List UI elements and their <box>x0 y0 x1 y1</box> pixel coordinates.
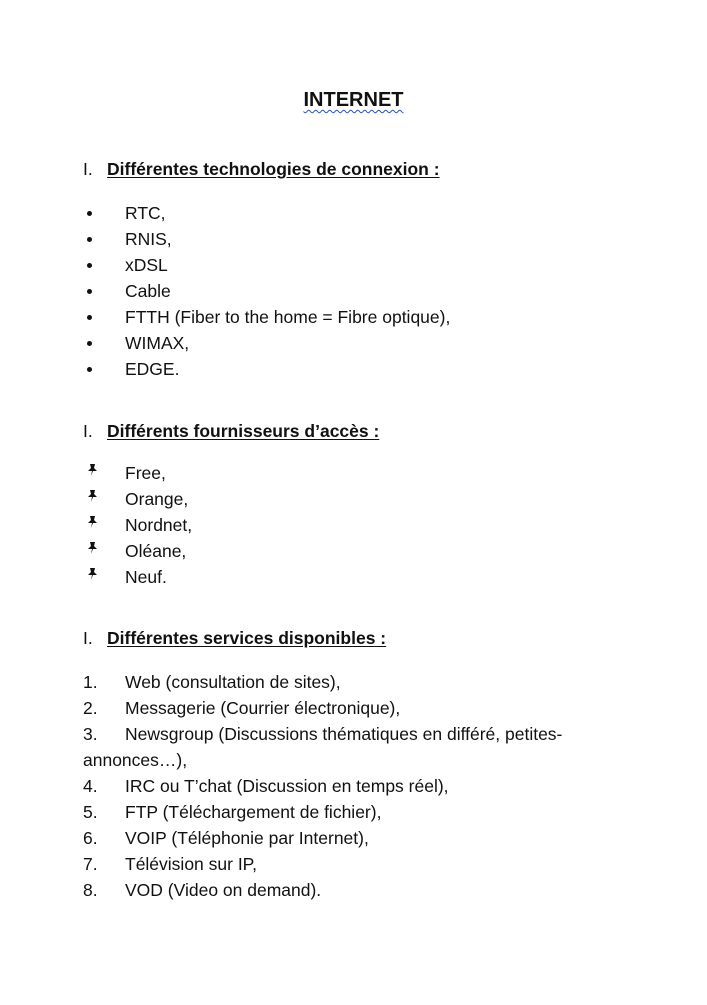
section-heading-providers <box>83 420 379 442</box>
bullet-dot-icon <box>83 356 92 372</box>
item-number: 7. <box>83 854 98 874</box>
list-item <box>83 851 633 877</box>
list-item <box>83 721 633 773</box>
bullet-dot-icon <box>83 252 92 268</box>
section-number: I. <box>83 628 93 648</box>
section-heading-text: Différentes services disponibles : <box>107 628 387 648</box>
section-number: I. <box>83 421 93 441</box>
item-text: VOD (Video on demand). <box>125 880 322 900</box>
item-number: 8. <box>83 880 98 900</box>
document-page: INTERNET I. Différentes technologies de connexion : RTC, RNIS, xDSL Cable FTTH (Fiber to the home = Fibre optique), WIMAX, EDGE. I. Différents fournisseurs d’accès : Free, Orange, Nordnet, Oléane, Neuf. I. Différentes services disponibles : 1. Web (consultation de sites), 2. Messagerie (Courrier électronique), 3. Newsgroup (Discussions thématiques en différé, petites-annonces…), 4. IRC ou T’chat (Discussion en temps réel), 5. FTP (Téléchargement de fichier), 6. VOIP (Téléphonie par Internet), 7. Télévision sur IP, 8. VOD (Video on demand). <box>0 0 707 1005</box>
item-number: 1. <box>83 672 98 692</box>
item-number: 4. <box>83 776 98 796</box>
bullet-dot-icon <box>83 330 92 346</box>
pushpin-icon <box>83 460 99 477</box>
item-text: IRC ou T’chat (Discussion en temps réel), <box>125 776 449 796</box>
item-text: FTP (Téléchargement de fichier), <box>125 802 382 822</box>
item-text: Messagerie (Courrier électronique), <box>125 698 401 718</box>
section-heading-text: Différents fournisseurs d’accès : <box>107 421 380 441</box>
list-item <box>83 695 633 721</box>
item-number: 3. <box>83 724 98 744</box>
title-text: INTERNET <box>303 89 404 111</box>
services-list <box>83 669 633 903</box>
list-item <box>83 669 633 695</box>
list-item <box>83 877 633 903</box>
item-text: Web (consultation de sites), <box>125 672 341 692</box>
section-heading-text: Différentes technologies de connexion : <box>107 159 440 179</box>
list-item <box>83 825 633 851</box>
item-text: Télévision sur IP, <box>125 854 257 874</box>
item-number: 6. <box>83 828 98 848</box>
bullet-dot-icon <box>83 278 92 294</box>
section-number: I. <box>83 159 93 179</box>
pushpin-icon <box>83 512 99 529</box>
item-number: 5. <box>83 802 98 822</box>
bullet-dot-icon <box>83 226 92 242</box>
bullet-dot-icon <box>83 304 92 320</box>
pushpin-icon <box>83 564 99 581</box>
section-heading-technologies <box>83 158 440 180</box>
pushpin-icon <box>83 538 99 555</box>
section-heading-services <box>83 627 386 649</box>
bullet-dot-icon <box>83 200 92 216</box>
item-number: 2. <box>83 698 98 718</box>
item-text: VOIP (Téléphonie par Internet), <box>125 828 369 848</box>
pushpin-icon <box>83 486 99 503</box>
list-item <box>83 799 633 825</box>
list-item <box>83 773 633 799</box>
item-text: Newsgroup (Discussions thématiques en différé, petites-annonces…), <box>83 724 563 770</box>
page-title <box>0 88 707 112</box>
